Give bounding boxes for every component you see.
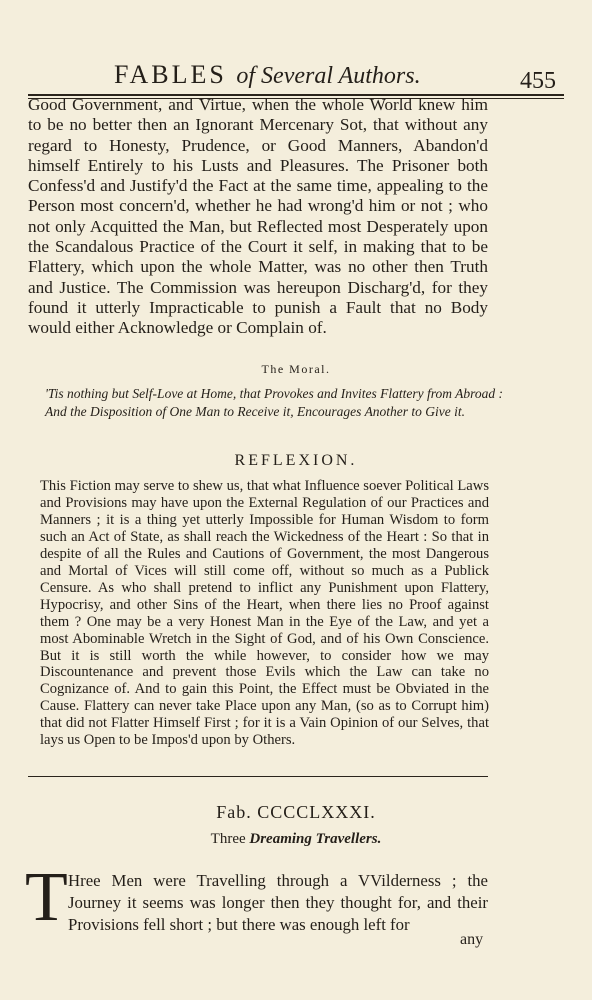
section-divider bbox=[28, 776, 488, 777]
running-head-title bbox=[114, 60, 421, 90]
fable-title-blackletter: Dreaming Travellers. bbox=[249, 831, 382, 847]
fable-body-paragraph: Good Government, and Virtue, when the whole World knew him to be no better then an Ignorant Mercenary Sot, that without any regard to Honesty, Prudence, or Good Manners, Abandon'd himself Entirely to his Lusts and Pleasures. The Prisoner both Confess'd and Justify'd the Fact at the same time, appealing to the Person most concern'd, whether he had wrong'd him or not ; who not only Acquitted the Man, but Reflected most Desperately upon the Scandalous Practice of the Court it self, in making that to be Flattery, which upon the whole Matter, was no other then Truth and Justice. The Commission was hereupon Discharg'd, for they found it utterly Impracticable to punish a Fault that no Body would either Acknowledge or Complain of. bbox=[28, 95, 488, 338]
fable-opening-paragraph: Hree Men were Travelling through a VVilderness ; the Journey it seems was longer then they thought for, and their Provisions fell short ; but there was enough left for bbox=[68, 871, 488, 934]
running-head-subtitle: of Several Authors. bbox=[236, 63, 421, 89]
drop-cap: T bbox=[25, 859, 68, 936]
fable-title-prefix: Three bbox=[210, 831, 246, 847]
moral-heading: The Moral. bbox=[261, 362, 331, 376]
page-number: 455 bbox=[520, 68, 556, 94]
reflexion-heading: REFLEXION. bbox=[234, 452, 358, 469]
fable-title bbox=[0, 831, 592, 848]
moral-text: 'Tis nothing but Self-Love at Home, that Provokes and Invites Flattery from Abroad : And the Disposition of One Man to Receive it, Encourages Another to Give it. bbox=[45, 386, 503, 419]
reflexion-paragraph: This Fiction may serve to shew us, that what Influence soever Political Laws and Provisions may have upon the External Regulation of our Practices and Manners ; it is a thing yet utterly Impossible for Human Wisdom to form such an Act of State, as shall reach the Wickedness of the Heart : So that in despite of all the Rules and Cautions of Government, the most Dangerous and Mortal of Vices will still come off, without so much as a Publick Censure. As who shall pretend to inflict any Punishment upon Flattery, Hypocrisy, and other Sins of the Heart, when there lies no Proof against them ? One may be a very Honest Man in the Eye of the Law, and yet a most Abominable Wretch in the Sight of God, and of his Own Conscience. But it is still worth the while however, to consider how we may Discountenance and prevent those Evils which the Law can take no Cognizance of. And to gain this Point, the Effect must be Obviated in the Cause. Flattery can never take Place upon any Man, (so as to Corrupt him) that did not Flatter Himself First ; for it is a Vain Opinion of our Selves, that lays us Open to be Impos'd upon by Others. bbox=[40, 478, 489, 749]
running-head bbox=[28, 58, 564, 94]
fable-number: Fab. CCCCLXXXI. bbox=[216, 802, 376, 822]
catchword: any bbox=[460, 931, 484, 948]
running-head-fables: FABLES bbox=[114, 60, 227, 89]
